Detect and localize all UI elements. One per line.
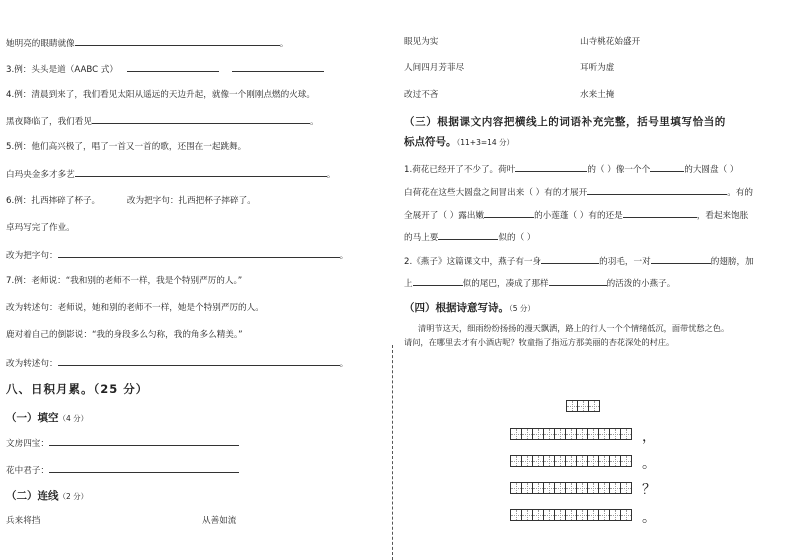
answer-blank[interactable] [651,254,711,264]
p1-text: 的小莲蓬（ ）有的还是 [534,211,623,221]
p2-text: 似的尾巴，凑成了那样 [462,279,549,289]
answer-blank[interactable] [413,276,463,286]
part-1-points: （4 分） [58,414,89,423]
grid-cell[interactable] [620,482,632,494]
answer-blank[interactable] [650,162,684,172]
part-4-points: （5 分） [509,304,535,313]
p1-line-4 [404,230,536,244]
answer-blank[interactable] [58,248,340,258]
match-item-b[interactable]: 从善如流 [202,516,237,526]
match-left-3[interactable]: 改过不吝 [404,90,439,100]
part-4-title-text: （四）根据诗意写诗。 [404,302,509,314]
poem-meaning-2: 请问，在哪里去才有小酒店呢？牧童指了指远方那美丽的杏花深处的村庄。 [404,337,675,347]
q2-tail-prefix: 她明亮的眼睛就像 [6,39,75,49]
q6-b: 卓玛写完了作业。 [6,223,75,233]
grid-cell[interactable] [620,509,632,521]
q4-fill-prefix: 黑夜降临了，我们看见 [6,117,92,127]
q2-tail-suffix: 。 [279,39,289,49]
part-2-title [6,488,88,503]
p2-line-1 [404,254,754,268]
poem-line-grid-4[interactable] [510,509,631,521]
grid-cell[interactable] [588,400,600,412]
p2-text: 的羽毛，一对 [599,257,651,267]
answer-blank[interactable] [92,114,310,124]
poem-line-grid-3[interactable] [510,482,631,494]
grid-punct-4: 。 [642,510,656,526]
answer-blank[interactable] [438,230,498,240]
q4-fill-suffix: 。 [309,117,319,127]
q6-fill [6,248,348,262]
q5-fill [6,167,335,181]
part-2-title-text: （二）连线 [6,490,59,502]
answer-blank[interactable] [541,254,599,264]
p1-text: 似的（ ） [498,233,536,243]
p2-text: 的翅膀，加 [710,257,754,267]
part-3-points: （11+3=14 分） [456,138,515,147]
q4-fill [6,114,319,128]
part-1-title-text: （一）填空 [6,412,59,424]
q7: 7.例：老师说：“我和别的老师不一样，我是个特别严厉的人。” [6,276,243,286]
part-4-title [404,300,535,315]
part-3-title-line2 [404,134,514,149]
answer-blank[interactable] [58,356,340,366]
p2-line-2 [404,276,675,290]
p1-text: 的大圆盘（ ） [684,165,739,175]
poem-title-grid[interactable] [566,400,599,412]
p1-text: 的（ ）像一个个 [587,165,651,175]
match-right-2[interactable]: 耳听为虚 [580,63,615,73]
grid-cell[interactable] [620,428,632,440]
poem-line-grid-1[interactable] [510,428,631,440]
q3-text: 3.例：头头是道（AABC 式） [6,65,119,75]
q5: 5.例：他们高兴极了，唱了一首又一首的歌，还围在一起跳舞。 [6,142,247,152]
p2-text: 2.《燕子》这篇课文中，燕子有一身 [404,257,542,267]
q7-answer: 改为转述句：老师说，她和别的老师不一样，她是个特别严厉的人。 [6,303,264,313]
fill-2 [6,463,239,477]
answer-blank[interactable] [623,208,697,218]
p1-text: 的马上要 [404,233,439,243]
column-divider [392,345,393,560]
section-8-title: 八、日积月累。（25 分） [6,382,149,396]
poem-meaning-1: 清明节这天，细雨纷纷扬扬的漫天飘洒，路上的行人一个个情绪低沉，面带忧愁之色。 [418,323,730,333]
q7-fill-suffix: 。 [339,359,349,369]
match-left-1[interactable]: 眼见为实 [404,37,439,47]
grid-punct-3: ？ [642,482,656,498]
p1-text: ，看起来饱胀 [696,211,749,221]
q7-fill [6,356,348,370]
p1-text: 。有的 [727,188,753,198]
q6 [6,195,256,207]
answer-blank[interactable] [49,436,239,446]
grid-punct-1: ， [642,429,656,445]
q3 [6,62,324,76]
p2-text: 上 [404,279,413,289]
q5-fill-suffix: 。 [326,170,336,180]
p1-line-1 [404,162,739,176]
answer-blank[interactable] [549,276,607,286]
p1-line-3 [404,208,748,222]
p1-text: 白荷花在这些大圆盘之间冒出来（ ）有的才展开 [404,188,588,198]
answer-blank[interactable] [75,167,327,177]
p1-line-2 [404,185,753,199]
answer-blank[interactable] [587,185,727,195]
part-1-title [6,410,88,425]
q6-fill-suffix: 。 [339,251,349,261]
answer-blank[interactable] [232,62,324,72]
q2-tail [6,36,288,50]
match-right-1[interactable]: 山寺桃花始盛开 [580,37,641,47]
p2-text: 的活泼的小燕子。 [606,279,676,289]
part-3-title: （三）根据课文内容把横线上的词语补充完整，括号里填写恰当的 [404,116,726,128]
q7-fill-prefix: 改为转述句： [6,359,58,369]
fill-1 [6,436,239,450]
answer-blank[interactable] [484,208,534,218]
q5-fill-prefix: 白玛央金多才多艺 [6,170,75,180]
q6-text: 6.例：扎西摔碎了杯子。 [6,196,101,206]
answer-blank[interactable] [49,463,239,473]
grid-punct-2: 。 [642,456,656,472]
p1-text: 全展开了（ ）露出嫩 [404,211,485,221]
answer-blank[interactable] [127,62,219,72]
q4: 4.例：清晨到来了，我们看见太阳从遥远的天边升起，就像一个刚刚点燃的火球。 [6,90,315,100]
q6-change: 改为把字句：扎西把杯子摔碎了。 [126,196,256,206]
q7-b: 鹿对着自己的倒影说：“我的身段多么匀称，我的角多么精美。” [6,330,243,340]
answer-blank[interactable] [515,162,587,172]
part-3-title2-text: 标点符号。 [404,136,457,148]
grid-cell[interactable] [620,455,632,467]
answer-blank[interactable] [75,36,280,46]
p1-text: 1.荷花已经开了不少了。荷叶 [404,165,516,175]
part-2-points: （2 分） [58,492,89,501]
q6-fill-prefix: 改为把字句： [6,251,58,261]
fill-2-label: 花中君子： [6,466,49,476]
poem-line-grid-2[interactable] [510,455,631,467]
fill-1-label: 文房四宝： [6,439,49,449]
match-left-2[interactable]: 人间四月芳菲尽 [404,63,465,73]
match-item-a[interactable]: 兵来将挡 [6,516,41,526]
match-right-3[interactable]: 水来土掩 [580,90,615,100]
